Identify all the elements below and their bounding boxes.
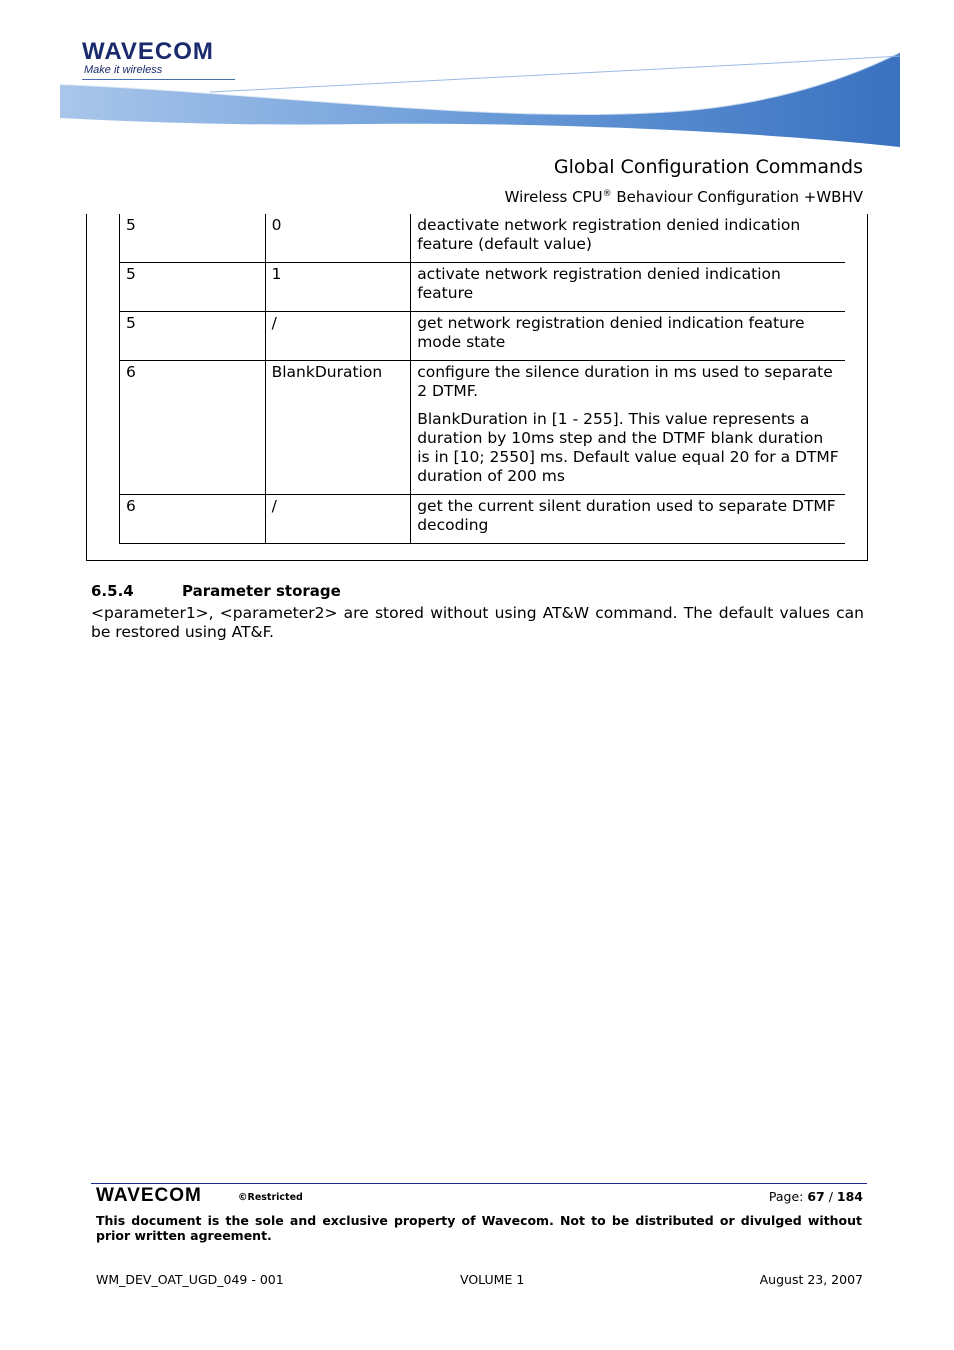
cell-parameter2	[265, 214, 411, 263]
subtitle-post: Behaviour Configuration +WBHV	[611, 188, 863, 206]
document-date: August 23, 2007	[759, 1272, 863, 1287]
cell-parameter1-text: 6	[126, 363, 136, 381]
section-number: 6.5.4	[91, 582, 134, 600]
cell-description-extra: BlankDuration in [1 - 255]. This value represents a duration by 10ms step and the DTMF blank duration is in [10; 2550] ms. Default value equal 20 for a DTMF duration of 200 ms	[417, 410, 839, 485]
cell-parameter2-text: 0	[271, 216, 282, 234]
page-label: Page:	[768, 1189, 808, 1204]
cell-parameter1	[120, 214, 266, 263]
cell-description	[411, 361, 845, 495]
section-title: Parameter storage	[182, 582, 341, 600]
page-total: 184	[836, 1189, 863, 1204]
table-row	[120, 214, 846, 263]
cell-parameter1-text: 5	[126, 314, 136, 332]
cell-parameter2-text: /	[271, 314, 277, 332]
cell-description-text: get network registration denied indication feature mode state	[417, 314, 805, 351]
cell-parameter2	[265, 312, 411, 361]
cell-parameter1-text: 5	[126, 265, 136, 283]
cell-parameter1	[120, 361, 266, 495]
logo-underline	[82, 79, 235, 80]
page-subtitle	[505, 188, 863, 206]
footer-rule	[91, 1183, 867, 1184]
cell-parameter1	[120, 312, 266, 361]
table-row	[120, 263, 846, 312]
page-title: Global Configuration Commands	[553, 156, 863, 178]
cell-parameter1	[120, 263, 266, 312]
cell-description	[411, 214, 845, 263]
cell-description	[411, 263, 845, 312]
header-swoosh-graphic	[60, 52, 900, 152]
cell-parameter2-text: 1	[271, 265, 282, 283]
footer-wavecom-logo: WAVECOM	[96, 1185, 202, 1206]
volume-label: VOLUME 1	[460, 1272, 525, 1287]
cell-parameter2-text: BlankDuration	[271, 363, 383, 381]
parameter-table	[119, 214, 845, 544]
cell-parameter1-text: 5	[126, 216, 136, 234]
cell-parameter2	[265, 495, 411, 544]
document-id: WM_DEV_OAT_UGD_049 - 001	[96, 1272, 284, 1287]
cell-description	[411, 312, 845, 361]
cell-description-text: get the current silent duration used to separate DTMF decoding	[417, 497, 836, 534]
cell-parameter2	[265, 263, 411, 312]
confidentiality-notice: This document is the sole and exclusive property of Wavecom. Not to be distributed or divulged without prior written agreement.	[96, 1213, 862, 1243]
page-number	[769, 1189, 863, 1204]
table-row	[120, 312, 846, 361]
restricted-label: ©Restricted	[238, 1192, 303, 1203]
registered-mark: ®	[602, 189, 612, 199]
wavecom-logo: WAVECOM	[82, 38, 214, 65]
page-separator: /	[824, 1189, 837, 1204]
cell-description-text: configure the silence duration in ms used to separate 2 DTMF.	[417, 363, 833, 400]
cell-parameter2-text: /	[271, 497, 277, 515]
logo-tagline: Make it wireless	[84, 64, 163, 76]
cell-description-text: activate network registration denied indication feature	[417, 265, 781, 302]
cell-description	[411, 495, 845, 544]
cell-parameter1	[120, 495, 266, 544]
table-row	[120, 495, 846, 544]
parameter-table-body	[120, 214, 846, 544]
table-row	[120, 361, 846, 495]
cell-parameter1-text: 6	[126, 497, 136, 515]
subtitle-pre: Wireless CPU	[504, 188, 603, 206]
cell-parameter2	[265, 361, 411, 495]
page-current: 67	[807, 1189, 825, 1204]
cell-description-text: deactivate network registration denied indication feature (default value)	[417, 216, 801, 253]
section-body: <parameter1>, <parameter2> are stored without using AT&W command. The default values can be restored using AT&F.	[91, 604, 864, 641]
